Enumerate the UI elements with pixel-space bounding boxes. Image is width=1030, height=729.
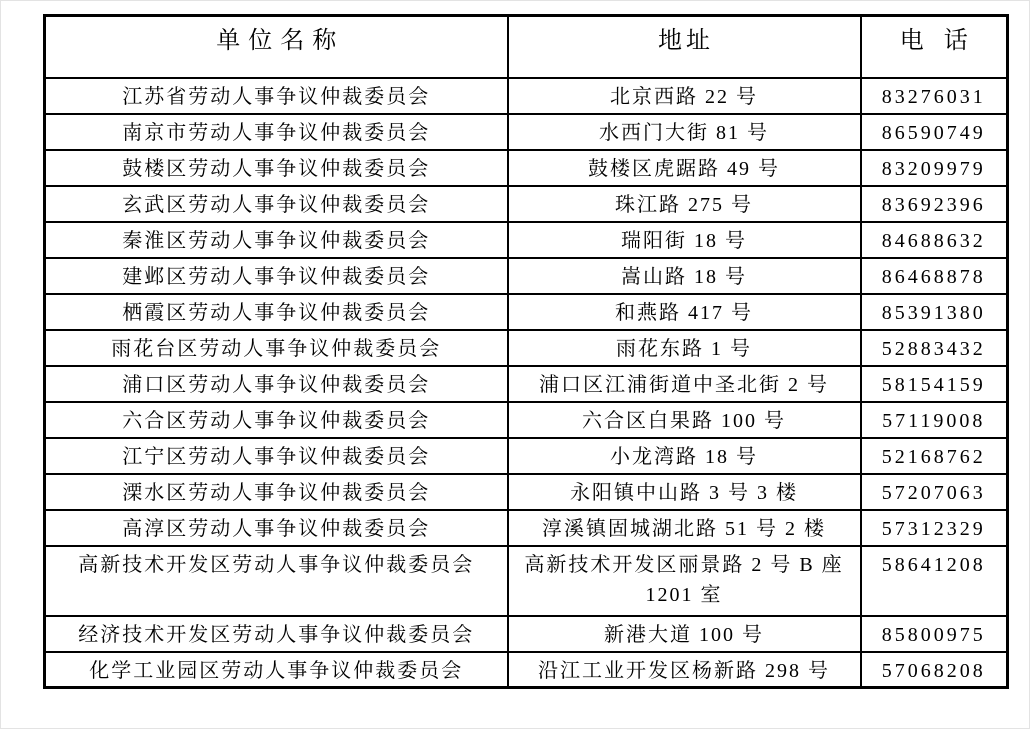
phone-cell: 57312329: [861, 510, 1008, 546]
unit-name-cell: 鼓楼区劳动人事争议仲裁委员会: [45, 150, 508, 186]
phone-cell: 52883432: [861, 330, 1008, 366]
unit-name-cell: 江苏省劳动人事争议仲裁委员会: [45, 78, 508, 114]
table-row: [45, 652, 1008, 688]
unit-name-cell: 建邺区劳动人事争议仲裁委员会: [45, 258, 508, 294]
phone-cell: 84688632: [861, 222, 1008, 258]
header-address: 地址: [508, 16, 861, 78]
table-row: [45, 186, 1008, 222]
phone-cell: 83209979: [861, 150, 1008, 186]
table-row: [45, 114, 1008, 150]
address-cell: 新港大道 100 号: [508, 616, 861, 652]
unit-name-cell: 六合区劳动人事争议仲裁委员会: [45, 402, 508, 438]
address-cell: 雨花东路 1 号: [508, 330, 861, 366]
phone-cell: 58154159: [861, 366, 1008, 402]
address-cell: 瑞阳街 18 号: [508, 222, 861, 258]
table-row: [45, 474, 1008, 510]
table-row: [45, 616, 1008, 652]
address-cell: 沿江工业开发区杨新路 298 号: [508, 652, 861, 688]
unit-name-cell: 化学工业园区劳动人事争议仲裁委员会: [45, 652, 508, 688]
unit-name-cell: 高新技术开发区劳动人事争议仲裁委员会: [45, 546, 508, 616]
unit-name-cell: 溧水区劳动人事争议仲裁委员会: [45, 474, 508, 510]
phone-cell: 58641208: [861, 546, 1008, 616]
address-cell: 淳溪镇固城湖北路 51 号 2 楼: [508, 510, 861, 546]
table-row: [45, 78, 1008, 114]
arbitration-committee-table: [43, 14, 1009, 689]
address-cell: 浦口区江浦街道中圣北街 2 号: [508, 366, 861, 402]
phone-cell: 57119008: [861, 402, 1008, 438]
table-row: [45, 510, 1008, 546]
phone-cell: 57068208: [861, 652, 1008, 688]
phone-cell: 83692396: [861, 186, 1008, 222]
address-cell: 永阳镇中山路 3 号 3 楼: [508, 474, 861, 510]
unit-name-cell: 南京市劳动人事争议仲裁委员会: [45, 114, 508, 150]
address-cell: 鼓楼区虎踞路 49 号: [508, 150, 861, 186]
phone-cell: 57207063: [861, 474, 1008, 510]
table-row: [45, 222, 1008, 258]
phone-cell: 52168762: [861, 438, 1008, 474]
phone-cell: 85391380: [861, 294, 1008, 330]
table-row: [45, 366, 1008, 402]
unit-name-cell: 经济技术开发区劳动人事争议仲裁委员会: [45, 616, 508, 652]
table-row: [45, 258, 1008, 294]
address-cell: 六合区白果路 100 号: [508, 402, 861, 438]
header-unit-name: 单位名称: [45, 16, 508, 78]
unit-name-cell: 栖霞区劳动人事争议仲裁委员会: [45, 294, 508, 330]
phone-cell: 86590749: [861, 114, 1008, 150]
phone-cell: 85800975: [861, 616, 1008, 652]
address-cell: 北京西路 22 号: [508, 78, 861, 114]
address-cell: 小龙湾路 18 号: [508, 438, 861, 474]
unit-name-cell: 浦口区劳动人事争议仲裁委员会: [45, 366, 508, 402]
phone-cell: 86468878: [861, 258, 1008, 294]
address-cell: 珠江路 275 号: [508, 186, 861, 222]
address-cell: 高新技术开发区丽景路 2 号 B 座 1201 室: [508, 546, 861, 616]
header-phone: 电话: [861, 16, 1008, 78]
unit-name-cell: 玄武区劳动人事争议仲裁委员会: [45, 186, 508, 222]
unit-name-cell: 秦淮区劳动人事争议仲裁委员会: [45, 222, 508, 258]
address-cell: 和燕路 417 号: [508, 294, 861, 330]
table-row: [45, 402, 1008, 438]
address-cell: 水西门大街 81 号: [508, 114, 861, 150]
address-cell: 嵩山路 18 号: [508, 258, 861, 294]
phone-cell: 83276031: [861, 78, 1008, 114]
table-row: [45, 294, 1008, 330]
table-row: [45, 330, 1008, 366]
unit-name-cell: 高淳区劳动人事争议仲裁委员会: [45, 510, 508, 546]
table-row: [45, 150, 1008, 186]
table-row: [45, 438, 1008, 474]
table-row: [45, 546, 1008, 616]
unit-name-cell: 江宁区劳动人事争议仲裁委员会: [45, 438, 508, 474]
table-header-row: [45, 16, 1008, 78]
unit-name-cell: 雨花台区劳动人事争议仲裁委员会: [45, 330, 508, 366]
